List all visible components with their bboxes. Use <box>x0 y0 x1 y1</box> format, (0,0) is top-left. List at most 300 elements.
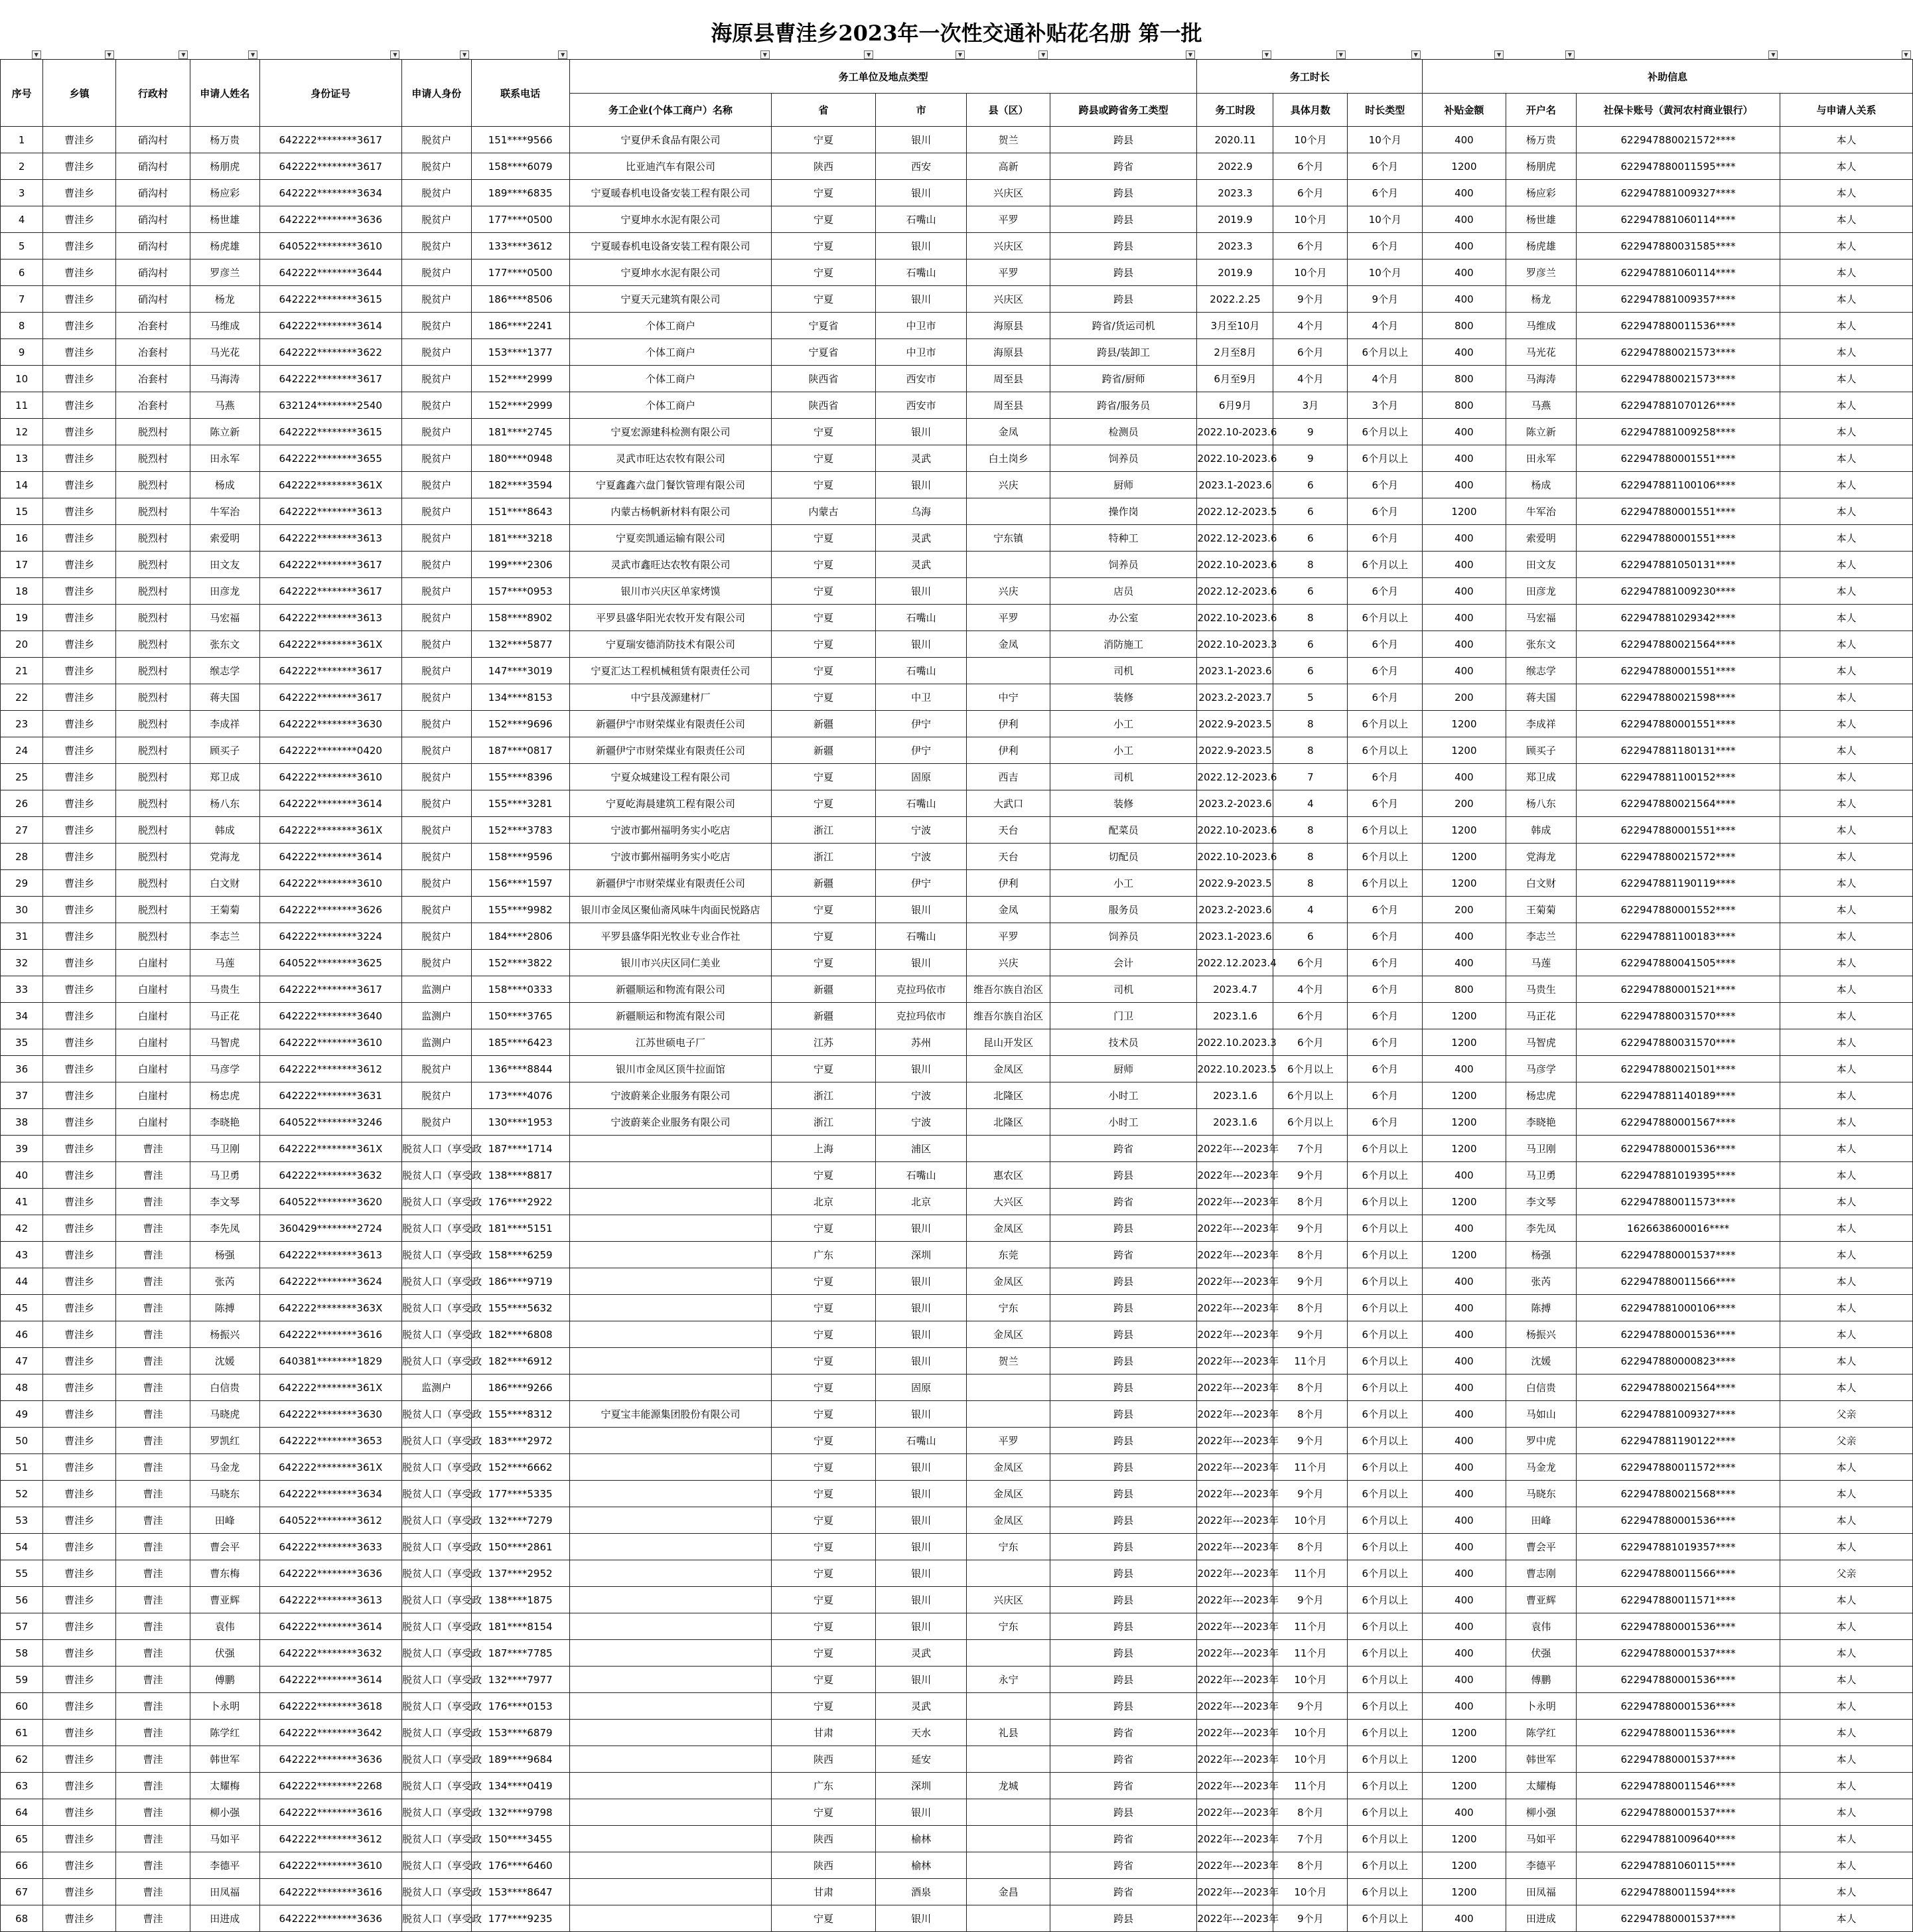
cell-relation[interactable]: 本人 <box>1780 976 1912 1003</box>
cell-town[interactable]: 曹洼乡 <box>43 976 116 1003</box>
cell-province[interactable]: 宁夏 <box>772 1215 875 1242</box>
cell-county[interactable] <box>967 1401 1050 1428</box>
cell-holder[interactable]: 白文财 <box>1506 870 1577 897</box>
cell-village[interactable]: 脱烈村 <box>116 844 190 870</box>
cell-identity[interactable]: 监测户 <box>401 976 471 1003</box>
cell-duration[interactable]: 10个月 <box>1348 127 1423 153</box>
cell-village[interactable]: 硝沟村 <box>116 153 190 180</box>
cell-identity[interactable]: 脱贫户 <box>401 1109 471 1136</box>
cell-type[interactable]: 跨县 <box>1050 1905 1197 1932</box>
cell-seq[interactable]: 66 <box>1 1852 43 1879</box>
cell-duration[interactable]: 6个月以上 <box>1348 1348 1423 1375</box>
cell-duration[interactable]: 6个月 <box>1348 233 1423 260</box>
cell-id[interactable]: 642222********3612 <box>259 1056 401 1082</box>
cell-county[interactable]: 中宁 <box>967 684 1050 711</box>
cell-county[interactable]: 平罗 <box>967 1428 1050 1454</box>
cell-province[interactable]: 新疆 <box>772 870 875 897</box>
cell-period[interactable]: 2022年---2023年 <box>1197 1348 1273 1375</box>
cell-city[interactable]: 银川 <box>875 286 967 313</box>
cell-months[interactable]: 9个月 <box>1273 1162 1348 1189</box>
cell-phone[interactable]: 152****2999 <box>471 392 569 419</box>
cell-village[interactable]: 曹洼 <box>116 1375 190 1401</box>
cell-account[interactable]: 622947881009230**** <box>1577 578 1780 605</box>
cell-phone[interactable]: 186****9719 <box>471 1268 569 1295</box>
cell-months[interactable]: 11个月 <box>1273 1454 1348 1481</box>
cell-months[interactable]: 8 <box>1273 605 1348 631</box>
cell-county[interactable]: 兴庆 <box>967 950 1050 976</box>
cell-account[interactable]: 622947880001536**** <box>1577 1613 1780 1640</box>
cell-phone[interactable]: 182****6808 <box>471 1321 569 1348</box>
cell-identity[interactable]: 脱贫户 <box>401 260 471 286</box>
cell-period[interactable]: 2023.4.7 <box>1197 976 1273 1003</box>
cell-id[interactable]: 642222********361X <box>259 817 401 844</box>
cell-village[interactable]: 曹洼 <box>116 1189 190 1215</box>
cell-holder[interactable]: 马正花 <box>1506 1003 1577 1029</box>
cell-identity[interactable]: 脱贫人口（享受政 <box>401 1136 471 1162</box>
cell-duration[interactable]: 6个月 <box>1348 790 1423 817</box>
cell-name[interactable]: 张芮 <box>190 1268 259 1295</box>
cell-county[interactable]: 兴庆区 <box>967 180 1050 206</box>
cell-type[interactable]: 跨县 <box>1050 1375 1197 1401</box>
cell-province[interactable]: 宁夏 <box>772 1507 875 1534</box>
cell-name[interactable]: 田峰 <box>190 1507 259 1534</box>
cell-amount[interactable]: 400 <box>1423 1215 1506 1242</box>
cell-duration[interactable]: 6个月以上 <box>1348 1746 1423 1773</box>
cell-relation[interactable]: 本人 <box>1780 1746 1912 1773</box>
cell-duration[interactable]: 6个月以上 <box>1348 339 1423 366</box>
cell-relation[interactable]: 本人 <box>1780 1879 1912 1905</box>
cell-city[interactable]: 乌海 <box>875 498 967 525</box>
cell-province[interactable]: 宁夏 <box>772 552 875 578</box>
cell-id[interactable]: 642222********3617 <box>259 578 401 605</box>
cell-type[interactable]: 跨省 <box>1050 1136 1197 1162</box>
cell-seq[interactable]: 53 <box>1 1507 43 1534</box>
cell-company[interactable] <box>569 1295 772 1321</box>
cell-type[interactable]: 饲养员 <box>1050 552 1197 578</box>
cell-duration[interactable]: 6个月以上 <box>1348 1879 1423 1905</box>
cell-period[interactable]: 2022.10-2023.6 <box>1197 552 1273 578</box>
cell-id[interactable]: 642222********3636 <box>259 1746 401 1773</box>
cell-months[interactable]: 3月 <box>1273 392 1348 419</box>
cell-identity[interactable]: 监测户 <box>401 1029 471 1056</box>
cell-phone[interactable]: 134****0419 <box>471 1773 569 1799</box>
cell-amount[interactable]: 400 <box>1423 1295 1506 1321</box>
cell-province[interactable]: 宁夏 <box>772 1640 875 1667</box>
cell-relation[interactable]: 本人 <box>1780 631 1912 658</box>
cell-city[interactable]: 银川 <box>875 897 967 923</box>
cell-type[interactable]: 配菜员 <box>1050 817 1197 844</box>
cell-city[interactable]: 石嘴山 <box>875 658 967 684</box>
cell-holder[interactable]: 马海涛 <box>1506 366 1577 392</box>
cell-relation[interactable]: 本人 <box>1780 737 1912 764</box>
cell-holder[interactable]: 李晓艳 <box>1506 1109 1577 1136</box>
cell-identity[interactable]: 脱贫户 <box>401 923 471 950</box>
cell-seq[interactable]: 35 <box>1 1029 43 1056</box>
cell-identity[interactable]: 脱贫户 <box>401 737 471 764</box>
cell-village[interactable]: 曹洼 <box>116 1162 190 1189</box>
cell-company[interactable] <box>569 1348 772 1375</box>
cell-type[interactable]: 跨省 <box>1050 153 1197 180</box>
cell-id[interactable]: 642222********3613 <box>259 498 401 525</box>
cell-id[interactable]: 642222********3634 <box>259 1481 401 1507</box>
cell-seq[interactable]: 61 <box>1 1720 43 1746</box>
cell-county[interactable]: 宁东 <box>967 1613 1050 1640</box>
cell-months[interactable]: 9 <box>1273 419 1348 445</box>
cell-period[interactable]: 2023.1.6 <box>1197 1003 1273 1029</box>
cell-province[interactable]: 宁夏 <box>772 897 875 923</box>
cell-village[interactable]: 脱烈村 <box>116 631 190 658</box>
cell-company[interactable]: 宁夏坤水水泥有限公司 <box>569 260 772 286</box>
cell-province[interactable]: 宁夏 <box>772 127 875 153</box>
dropdown-arrow-icon[interactable]: ▼ <box>1336 50 1346 59</box>
cell-amount[interactable]: 1200 <box>1423 1029 1506 1056</box>
cell-months[interactable]: 6 <box>1273 472 1348 498</box>
cell-village[interactable]: 曹洼 <box>116 1905 190 1932</box>
cell-phone[interactable]: 132****5877 <box>471 631 569 658</box>
cell-months[interactable]: 4个月 <box>1273 976 1348 1003</box>
cell-months[interactable]: 8 <box>1273 817 1348 844</box>
cell-identity[interactable]: 脱贫人口（享受政 <box>401 1189 471 1215</box>
cell-town[interactable]: 曹洼乡 <box>43 1454 116 1481</box>
cell-amount[interactable]: 1200 <box>1423 1773 1506 1799</box>
cell-amount[interactable]: 400 <box>1423 339 1506 366</box>
dropdown-arrow-icon[interactable]: ▼ <box>864 50 873 59</box>
cell-company[interactable] <box>569 1746 772 1773</box>
cell-period[interactable]: 2023.2-2023.6 <box>1197 897 1273 923</box>
cell-city[interactable]: 银川 <box>875 1587 967 1613</box>
cell-months[interactable]: 9个月 <box>1273 1481 1348 1507</box>
cell-holder[interactable]: 马光花 <box>1506 339 1577 366</box>
cell-county[interactable]: 维吾尔族自治区 <box>967 1003 1050 1029</box>
cell-id[interactable]: 642222********3616 <box>259 1879 401 1905</box>
cell-company[interactable]: 银川市金凤区顶牛拉面馆 <box>569 1056 772 1082</box>
cell-id[interactable]: 642222********3624 <box>259 1268 401 1295</box>
cell-phone[interactable]: 150****3455 <box>471 1826 569 1852</box>
cell-period[interactable]: 2022.10-2023.6 <box>1197 419 1273 445</box>
cell-county[interactable]: 高新 <box>967 153 1050 180</box>
cell-type[interactable]: 跨省 <box>1050 1242 1197 1268</box>
cell-province[interactable]: 宁夏 <box>772 260 875 286</box>
cell-period[interactable]: 2022年---2023年 <box>1197 1799 1273 1826</box>
cell-holder[interactable]: 伏强 <box>1506 1640 1577 1667</box>
cell-town[interactable]: 曹洼乡 <box>43 127 116 153</box>
cell-holder[interactable]: 傅鹏 <box>1506 1667 1577 1693</box>
cell-holder[interactable]: 韩世军 <box>1506 1746 1577 1773</box>
cell-type[interactable]: 门卫 <box>1050 1003 1197 1029</box>
cell-duration[interactable]: 6个月以上 <box>1348 817 1423 844</box>
cell-account[interactable]: 622947881100183**** <box>1577 923 1780 950</box>
cell-name[interactable]: 杨朋虎 <box>190 153 259 180</box>
cell-city[interactable]: 银川 <box>875 472 967 498</box>
cell-amount[interactable]: 400 <box>1423 233 1506 260</box>
cell-city[interactable]: 宁波 <box>875 844 967 870</box>
cell-months[interactable]: 11个月 <box>1273 1560 1348 1587</box>
cell-duration[interactable]: 6个月 <box>1348 923 1423 950</box>
cell-duration[interactable]: 6个月 <box>1348 1109 1423 1136</box>
cell-holder[interactable]: 马莲 <box>1506 950 1577 976</box>
cell-type[interactable]: 跨县 <box>1050 286 1197 313</box>
cell-company[interactable] <box>569 1534 772 1560</box>
cell-village[interactable]: 曹洼 <box>116 1773 190 1799</box>
cell-relation[interactable]: 本人 <box>1780 525 1912 552</box>
cell-city[interactable]: 灵武 <box>875 525 967 552</box>
cell-duration[interactable]: 6个月以上 <box>1348 445 1423 472</box>
cell-phone[interactable]: 186****9266 <box>471 1375 569 1401</box>
cell-county[interactable]: 海原县 <box>967 339 1050 366</box>
cell-amount[interactable]: 400 <box>1423 950 1506 976</box>
cell-id[interactable]: 642222********3634 <box>259 180 401 206</box>
cell-duration[interactable]: 6个月以上 <box>1348 1773 1423 1799</box>
cell-city[interactable]: 西安 <box>875 153 967 180</box>
cell-period[interactable]: 2022.10.2023.3 <box>1197 1029 1273 1056</box>
cell-id[interactable]: 642222********3636 <box>259 206 401 233</box>
cell-village[interactable]: 曹洼 <box>116 1852 190 1879</box>
cell-name[interactable]: 李晓艳 <box>190 1109 259 1136</box>
cell-account[interactable]: 622947880001536**** <box>1577 1136 1780 1162</box>
cell-relation[interactable]: 本人 <box>1780 923 1912 950</box>
cell-amount[interactable]: 400 <box>1423 419 1506 445</box>
cell-name[interactable]: 傅鹏 <box>190 1667 259 1693</box>
cell-relation[interactable]: 本人 <box>1780 127 1912 153</box>
cell-id[interactable]: 642222********3610 <box>259 1029 401 1056</box>
cell-county[interactable]: 伊利 <box>967 711 1050 737</box>
cell-town[interactable]: 曹洼乡 <box>43 1109 116 1136</box>
cell-name[interactable]: 韩世军 <box>190 1746 259 1773</box>
cell-id[interactable]: 642222********0420 <box>259 737 401 764</box>
cell-duration[interactable]: 6个月 <box>1348 658 1423 684</box>
cell-identity[interactable]: 脱贫人口（享受政 <box>401 1507 471 1534</box>
cell-name[interactable]: 李成祥 <box>190 711 259 737</box>
cell-company[interactable]: 宁夏天元建筑有限公司 <box>569 286 772 313</box>
cell-months[interactable]: 8 <box>1273 844 1348 870</box>
cell-months[interactable]: 6个月 <box>1273 233 1348 260</box>
cell-holder[interactable]: 杨强 <box>1506 1242 1577 1268</box>
cell-province[interactable]: 上海 <box>772 1136 875 1162</box>
cell-duration[interactable]: 6个月以上 <box>1348 1720 1423 1746</box>
dropdown-arrow-icon[interactable]: ▼ <box>1768 50 1778 59</box>
cell-village[interactable]: 曹洼 <box>116 1613 190 1640</box>
cell-village[interactable]: 脱烈村 <box>116 737 190 764</box>
cell-name[interactable]: 索爱明 <box>190 525 259 552</box>
cell-months[interactable]: 10个月 <box>1273 1746 1348 1773</box>
cell-period[interactable]: 2022年---2023年 <box>1197 1560 1273 1587</box>
cell-months[interactable]: 6个月 <box>1273 950 1348 976</box>
cell-holder[interactable]: 马维成 <box>1506 313 1577 339</box>
cell-town[interactable]: 曹洼乡 <box>43 1667 116 1693</box>
cell-account[interactable]: 622947881060114**** <box>1577 260 1780 286</box>
cell-account[interactable]: 622947880001537**** <box>1577 1242 1780 1268</box>
cell-phone[interactable]: 181****3218 <box>471 525 569 552</box>
cell-holder[interactable]: 太耀梅 <box>1506 1773 1577 1799</box>
cell-amount[interactable]: 1200 <box>1423 737 1506 764</box>
cell-amount[interactable]: 400 <box>1423 1560 1506 1587</box>
cell-identity[interactable]: 脱贫户 <box>401 366 471 392</box>
cell-town[interactable]: 曹洼乡 <box>43 1242 116 1268</box>
cell-phone[interactable]: 155****9982 <box>471 897 569 923</box>
cell-months[interactable]: 8个月 <box>1273 1242 1348 1268</box>
cell-duration[interactable]: 6个月以上 <box>1348 1852 1423 1879</box>
cell-county[interactable] <box>967 1852 1050 1879</box>
cell-account[interactable]: 622947880021564**** <box>1577 1375 1780 1401</box>
cell-period[interactable]: 2022年---2023年 <box>1197 1268 1273 1295</box>
cell-identity[interactable]: 脱贫户 <box>401 392 471 419</box>
cell-seq[interactable]: 15 <box>1 498 43 525</box>
cell-seq[interactable]: 48 <box>1 1375 43 1401</box>
cell-city[interactable]: 伊宁 <box>875 711 967 737</box>
cell-company[interactable]: 宁波市鄞州福明务实小吃店 <box>569 844 772 870</box>
cell-identity[interactable]: 脱贫人口（享受政 <box>401 1401 471 1428</box>
cell-town[interactable]: 曹洼乡 <box>43 1029 116 1056</box>
cell-months[interactable]: 6个月 <box>1273 153 1348 180</box>
cell-seq[interactable]: 67 <box>1 1879 43 1905</box>
cell-type[interactable]: 跨省 <box>1050 1720 1197 1746</box>
cell-village[interactable]: 曹洼 <box>116 1720 190 1746</box>
cell-id[interactable]: 642222********3617 <box>259 684 401 711</box>
cell-account[interactable]: 622947880011595**** <box>1577 153 1780 180</box>
cell-county[interactable]: 宁东 <box>967 1534 1050 1560</box>
cell-phone[interactable]: 158****6259 <box>471 1242 569 1268</box>
cell-village[interactable]: 冶套村 <box>116 366 190 392</box>
cell-identity[interactable]: 脱贫户 <box>401 498 471 525</box>
cell-relation[interactable]: 本人 <box>1780 1109 1912 1136</box>
cell-period[interactable]: 2022年---2023年 <box>1197 1375 1273 1401</box>
cell-type[interactable]: 小工 <box>1050 737 1197 764</box>
cell-phone[interactable]: 151****8643 <box>471 498 569 525</box>
cell-seq[interactable]: 8 <box>1 313 43 339</box>
cell-name[interactable]: 杨强 <box>190 1242 259 1268</box>
cell-duration[interactable]: 6个月以上 <box>1348 1507 1423 1534</box>
cell-phone[interactable]: 185****6423 <box>471 1029 569 1056</box>
cell-relation[interactable]: 本人 <box>1780 605 1912 631</box>
cell-county[interactable]: 伊利 <box>967 737 1050 764</box>
cell-company[interactable]: 比亚迪汽车有限公司 <box>569 153 772 180</box>
cell-county[interactable]: 金凤 <box>967 897 1050 923</box>
cell-type[interactable]: 跨省/货运司机 <box>1050 313 1197 339</box>
cell-holder[interactable]: 杨虎雄 <box>1506 233 1577 260</box>
cell-seq[interactable]: 59 <box>1 1667 43 1693</box>
cell-name[interactable]: 曹会平 <box>190 1534 259 1560</box>
cell-company[interactable] <box>569 1428 772 1454</box>
cell-type[interactable]: 跨县 <box>1050 233 1197 260</box>
cell-type[interactable]: 操作岗 <box>1050 498 1197 525</box>
cell-identity[interactable]: 脱贫户 <box>401 339 471 366</box>
cell-id[interactable]: 642222********3617 <box>259 658 401 684</box>
cell-duration[interactable]: 6个月 <box>1348 180 1423 206</box>
cell-seq[interactable]: 68 <box>1 1905 43 1932</box>
cell-period[interactable]: 2022年---2023年 <box>1197 1720 1273 1746</box>
cell-period[interactable]: 2022年---2023年 <box>1197 1826 1273 1852</box>
cell-seq[interactable]: 31 <box>1 923 43 950</box>
cell-type[interactable]: 跨县 <box>1050 1667 1197 1693</box>
cell-seq[interactable]: 14 <box>1 472 43 498</box>
cell-type[interactable]: 跨县 <box>1050 1481 1197 1507</box>
cell-amount[interactable]: 1200 <box>1423 1852 1506 1879</box>
cell-province[interactable]: 宁夏 <box>772 631 875 658</box>
cell-province[interactable]: 浙江 <box>772 817 875 844</box>
cell-relation[interactable]: 父亲 <box>1780 1560 1912 1587</box>
cell-type[interactable]: 厨师 <box>1050 472 1197 498</box>
cell-seq[interactable]: 21 <box>1 658 43 684</box>
cell-months[interactable]: 6个月 <box>1273 1003 1348 1029</box>
cell-city[interactable]: 苏州 <box>875 1029 967 1056</box>
cell-town[interactable]: 曹洼乡 <box>43 1507 116 1534</box>
cell-town[interactable]: 曹洼乡 <box>43 1428 116 1454</box>
cell-period[interactable]: 2022.2.25 <box>1197 286 1273 313</box>
cell-identity[interactable]: 脱贫户 <box>401 552 471 578</box>
cell-account[interactable]: 622947880001521**** <box>1577 976 1780 1003</box>
cell-phone[interactable]: 176****0153 <box>471 1693 569 1720</box>
cell-village[interactable]: 脱烈村 <box>116 419 190 445</box>
cell-seq[interactable]: 12 <box>1 419 43 445</box>
cell-holder[interactable]: 马智虎 <box>1506 1029 1577 1056</box>
cell-county[interactable]: 兴庆 <box>967 578 1050 605</box>
cell-city[interactable]: 浦区 <box>875 1136 967 1162</box>
cell-period[interactable]: 2022年---2023年 <box>1197 1162 1273 1189</box>
cell-phone[interactable]: 182****3594 <box>471 472 569 498</box>
cell-amount[interactable]: 200 <box>1423 684 1506 711</box>
cell-county[interactable]: 金凤 <box>967 631 1050 658</box>
cell-duration[interactable]: 6个月 <box>1348 578 1423 605</box>
cell-type[interactable]: 服务员 <box>1050 897 1197 923</box>
cell-province[interactable]: 宁夏 <box>772 950 875 976</box>
cell-identity[interactable]: 脱贫人口（享受政 <box>401 1534 471 1560</box>
cell-period[interactable]: 2023.1.6 <box>1197 1109 1273 1136</box>
cell-company[interactable]: 宁夏暖春机电设备安装工程有限公司 <box>569 233 772 260</box>
cell-months[interactable]: 9个月 <box>1273 1268 1348 1295</box>
cell-holder[interactable]: 郑卫成 <box>1506 764 1577 790</box>
cell-id[interactable]: 642222********3610 <box>259 764 401 790</box>
cell-period[interactable]: 2022年---2023年 <box>1197 1613 1273 1640</box>
cell-holder[interactable]: 马贵生 <box>1506 976 1577 1003</box>
cell-county[interactable]: 金凤区 <box>967 1481 1050 1507</box>
cell-period[interactable]: 2022年---2023年 <box>1197 1667 1273 1693</box>
cell-amount[interactable]: 400 <box>1423 631 1506 658</box>
cell-months[interactable]: 6个月以上 <box>1273 1109 1348 1136</box>
cell-id[interactable]: 642222********3630 <box>259 1401 401 1428</box>
cell-town[interactable]: 曹洼乡 <box>43 206 116 233</box>
cell-name[interactable]: 袁伟 <box>190 1613 259 1640</box>
cell-town[interactable]: 曹洼乡 <box>43 658 116 684</box>
cell-relation[interactable]: 本人 <box>1780 658 1912 684</box>
cell-account[interactable]: 622947880001537**** <box>1577 1640 1780 1667</box>
cell-id[interactable]: 642222********3655 <box>259 445 401 472</box>
cell-name[interactable]: 陈立新 <box>190 419 259 445</box>
cell-village[interactable]: 脱烈村 <box>116 658 190 684</box>
cell-seq[interactable]: 58 <box>1 1640 43 1667</box>
cell-company[interactable]: 内蒙古杨帆新材料有限公司 <box>569 498 772 525</box>
cell-village[interactable]: 硝沟村 <box>116 286 190 313</box>
cell-phone[interactable]: 152****3822 <box>471 950 569 976</box>
cell-account[interactable]: 622947880001536**** <box>1577 1507 1780 1534</box>
cell-name[interactable]: 杨世雄 <box>190 206 259 233</box>
cell-account[interactable]: 622947880011566**** <box>1577 1560 1780 1587</box>
cell-city[interactable]: 榆林 <box>875 1852 967 1879</box>
cell-phone[interactable]: 186****8506 <box>471 286 569 313</box>
cell-identity[interactable]: 脱贫户 <box>401 313 471 339</box>
cell-holder[interactable]: 田永军 <box>1506 445 1577 472</box>
cell-relation[interactable]: 本人 <box>1780 1215 1912 1242</box>
cell-company[interactable] <box>569 1560 772 1587</box>
cell-name[interactable]: 马晓虎 <box>190 1401 259 1428</box>
cell-village[interactable]: 脱烈村 <box>116 817 190 844</box>
cell-account[interactable]: 622947880001537**** <box>1577 1799 1780 1826</box>
cell-village[interactable]: 脱烈村 <box>116 897 190 923</box>
cell-period[interactable]: 2022年---2023年 <box>1197 1242 1273 1268</box>
cell-months[interactable]: 10个月 <box>1273 1720 1348 1746</box>
cell-city[interactable]: 银川 <box>875 233 967 260</box>
cell-holder[interactable]: 王菊菊 <box>1506 897 1577 923</box>
cell-village[interactable]: 曹洼 <box>116 1348 190 1375</box>
